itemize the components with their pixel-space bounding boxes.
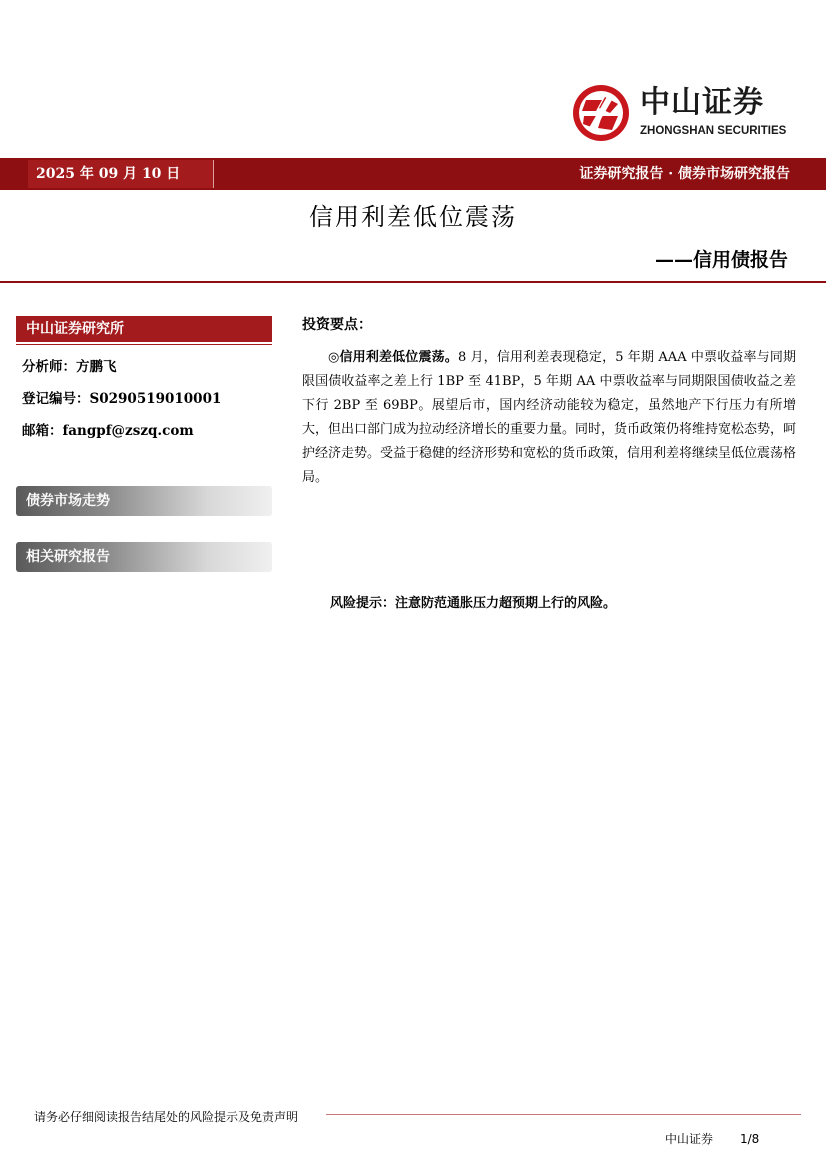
company-logo [572, 84, 807, 142]
market-trend-header [16, 486, 272, 516]
institute-underline [16, 344, 272, 345]
institute-label: 中山证券研究所 [26, 321, 124, 337]
footer-disclaimer: 请务必仔细阅读报告结尾处的风险提示及免责声明 [34, 1110, 299, 1124]
key-point-paragraph [302, 346, 796, 490]
key-points-heading: 投资要点： [302, 317, 372, 333]
report-subtitle: ——信用债报告 [654, 249, 788, 271]
risk-warning: 风险提示：注意防范通胀压力超预期上行的风险。 [330, 596, 617, 611]
market-trend-label: 债券市场走势 [26, 493, 110, 509]
zhongshan-logo-icon [572, 84, 630, 142]
key-point-lead: ◎信用利差低位震荡。 [328, 350, 458, 365]
analyst-email: 邮箱：fangpf@zszq.com [22, 423, 194, 439]
registration-number: 登记编号：S0290519010001 [22, 391, 222, 407]
analyst-name: 分析师：方鹏飞 [22, 359, 117, 375]
title-divider [0, 281, 826, 283]
report-title: 信用利差低位震荡 [309, 203, 517, 231]
report-date: 2025 年 09 月 10 日 [36, 166, 181, 182]
report-series: 证券研究报告 · 债券市场研究报告 [579, 166, 790, 182]
footer-divider [326, 1114, 801, 1115]
related-reports-header [16, 542, 272, 572]
page-number: 1/8 [740, 1132, 760, 1146]
logo-name-cn: 中山证券 [640, 85, 764, 120]
key-point-body: 8 月，信用利差表现稳定，5 年期 AAA 中票收益率与同期限国债收益率之差上行 1BP 至 41BP，5 年期 AA 中票收益率与同期限国债收益之差下行 2BP 至 69BP。展望后市，国内经济动能较为稳定，虽然地产下行压力有所增大，但出口部门成为拉动经济增长的重要力量。同时，货币政策仍将维持宽松态势，呵护经济走势。受益于稳健的经济形势和宽松的货币政策，信用利差将继续呈低位震荡格局。 [302, 350, 797, 485]
footer-brand: 中山证券 [665, 1132, 714, 1146]
institute-header [16, 316, 272, 342]
logo-name-en: ZHONGSHAN SECURITIES [640, 125, 787, 137]
related-reports-label: 相关研究报告 [26, 549, 110, 565]
